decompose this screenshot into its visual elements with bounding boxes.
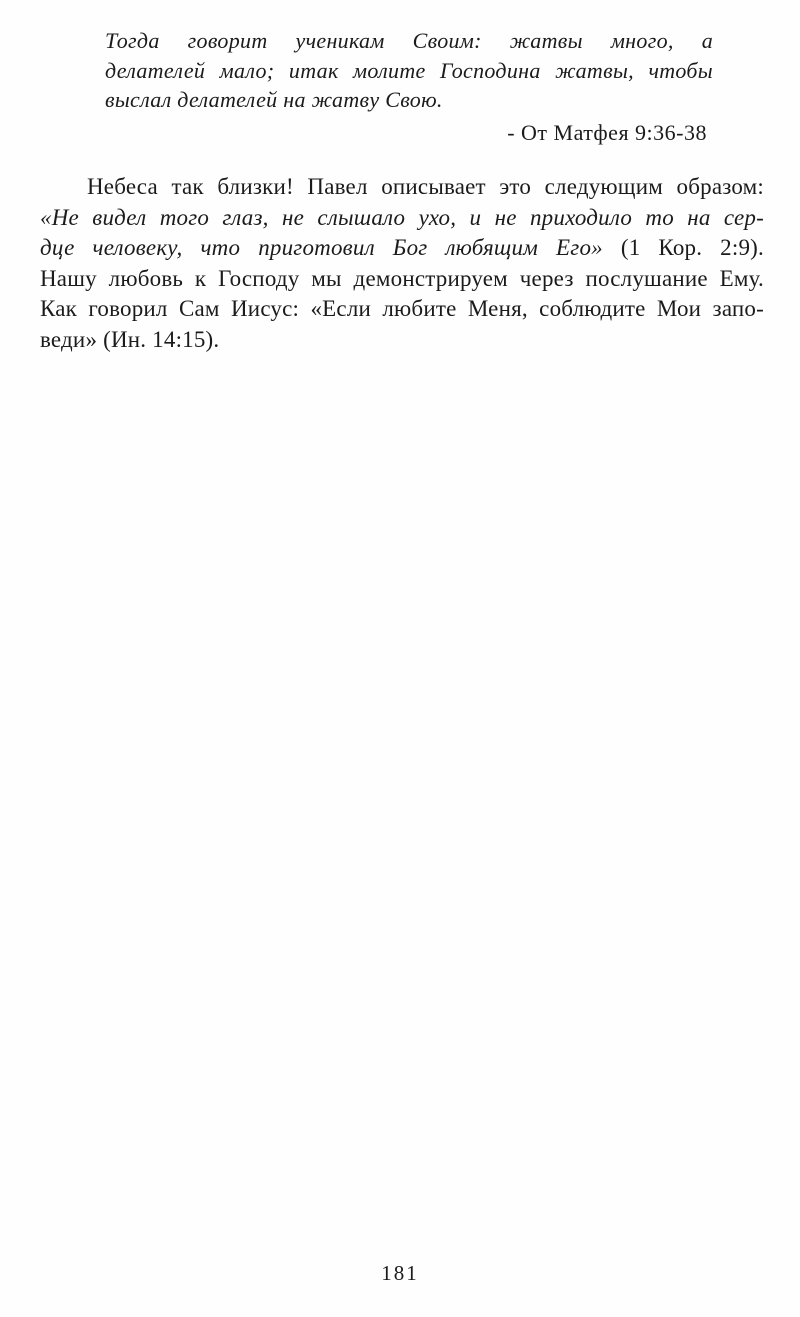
quoted-italic-text: «Не видел того глаз, не слышало ухо, и не приходило то на сер- xyxy=(40,204,764,230)
scripture-quote-lines xyxy=(105,26,713,115)
text-line xyxy=(40,294,764,325)
body-text: (1 Кор. 2:9). xyxy=(602,235,764,260)
scripture-citation: - От Матфея 9:36-38 xyxy=(507,119,707,145)
text-line xyxy=(105,85,713,115)
body-text: Небеса так близки! Павел описывает это следующим образом: xyxy=(87,174,764,199)
quoted-italic-text: дце человеку, что приготовил Бог любящим Его» xyxy=(40,235,603,260)
text-line xyxy=(105,26,713,56)
quoted-italic-text: выслал делателей на жатву Свою. xyxy=(105,87,443,112)
body-paragraph xyxy=(40,172,764,355)
page-number: 181 xyxy=(381,1261,419,1285)
text-line xyxy=(105,56,713,86)
quoted-italic-text: Тогда говорит ученикам Своим: жатвы много, а xyxy=(105,28,713,53)
body-text: веди» (Ин. 14:15). xyxy=(40,326,220,352)
text-line xyxy=(40,264,764,295)
body-text: Как говорил Сам Иисус: «Если любите Меня, соблюдите Мои запо- xyxy=(40,296,764,321)
quoted-italic-text: делателей мало; итак молите Господина жатвы, чтобы xyxy=(105,57,713,83)
text-line xyxy=(40,325,764,356)
scripture-quote xyxy=(105,26,713,147)
text-line xyxy=(40,233,764,264)
body-text: Нашу любовь к Господу мы демонстрируем через послушание Ему. xyxy=(40,265,764,291)
text-line xyxy=(40,203,764,234)
text-line xyxy=(40,172,764,203)
